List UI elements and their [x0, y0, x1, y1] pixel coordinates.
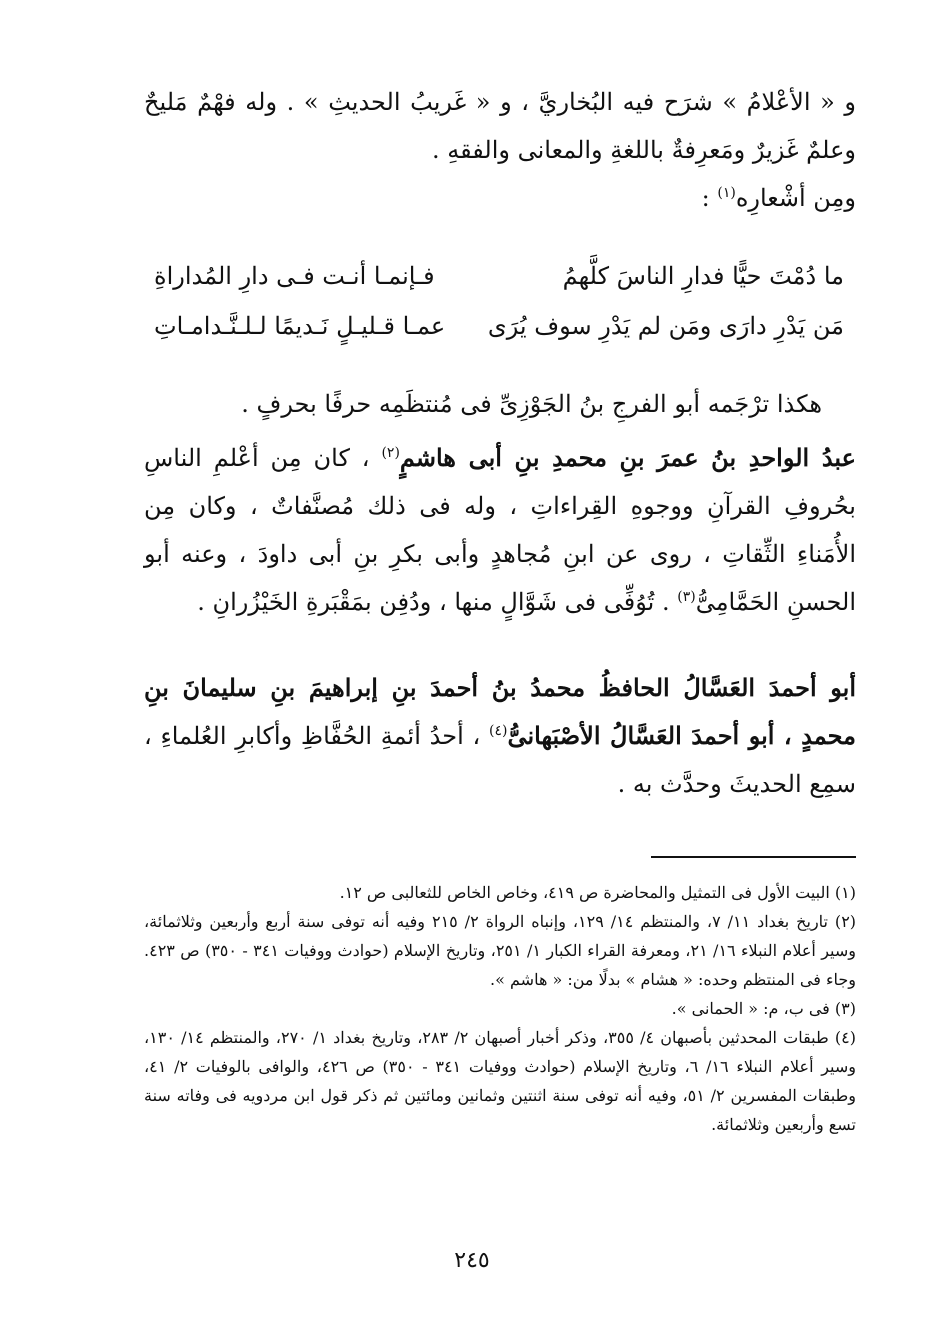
footnote-ref-2: (٢) [381, 445, 400, 461]
verse-line-2 [154, 312, 844, 362]
footnote-1: (١) البيت الأول فى التمثيل والمحاضرة ص ٤١٩، وخاص الخاص للثعالبى ص ١٢. [339, 883, 856, 902]
verse-line-2-first-hemistich: مَن يَدْرِ دارَى ومَن لم يَدْرِ سوف يُرَى [487, 312, 844, 340]
footnote-2: (٢) تاريخ بغداد ١١/ ٧، والمنتظم ١٤/ ١٢٩، وإنباه الرواة ٢/ ٢١٥ وفيه أنه توفى سنة أربع وأربعين وثلاثمائة، وسير أعلام النبلاء ١٦/ ٢١، ومعرفة القراء الكبار ١/ ٢٥١، وتاريخ الإسلام (حوادث ووفيات ٣٤١ - ٣٥٠) ص ٤٢٣. وجاء فى المنتظم وحده: « هشام » بدلًا من: « هاشم ». [144, 912, 857, 989]
footnote-ref-4: (٤) [489, 723, 508, 739]
verse-block [154, 262, 844, 362]
closing-line: هكذا ترْجَمه أبو الفرجِ بنُ الجَوْزِىِّ فى مُنتظَمِه حرفًا بحرفٍ . [241, 390, 822, 418]
paragraph-1 [144, 78, 856, 222]
biography-entry-1 [144, 434, 856, 626]
verse-line-2-second-hemistich: عمـا قـليـلٍ نَـديمًا لـلـنَّـدامـاتِ [154, 312, 446, 340]
page-number: ٢٤٥ [454, 1248, 490, 1273]
verse-intro-text: ومِن أشْعارِه [735, 184, 856, 212]
footnote-ref-1: (١) [717, 185, 736, 201]
paragraph-1-text: و « الأعْلامُ » شرَح فيه البُخاريَّ ، و « غَريبُ الحديثِ » . وله فهْمٌ مَليحٌ وعلمٌ غَزيرٌ ومَعرِفةٌ باللغةِ والمعانى والفقهِ . [144, 88, 856, 164]
entry-1-name: عبدُ الواحدِ بنُ عمرَ بنِ محمدِ بنِ أبى هاشمٍ [399, 443, 856, 472]
footnote-4: (٤) طبقات المحدثين بأصبهان ٤/ ٣٥٥، وذكر أخبار أصبهان ٢/ ٢٨٣، وتاريخ بغداد ١/ ٢٧٠، والمنتظم ١٤/ ١٣٠، وسير أعلام النبلاء ١٦/ ٦، وتاريخ الإسلام (حوادث ووفيات ٣٤١ - ٣٥٠) ص ٤٢٦، والوافى بالوفيات ٢/ ٤١، وطبقات المفسرين ٢/ ٥١، وفيه أنه توفى سنة اثنتين وثمانين ومائتين ثم ذكر قول ابن مردويه فى وفاته سنة تسع وأربعين وثلاثمائة. [144, 1028, 857, 1134]
footnotes [144, 878, 856, 1139]
entry-2-name: أبو أحمدَ العَسَّالُ الحافظُ محمدُ بنُ أحمدَ بنِ إبراهيمَ بنِ سليمانَ بنِ محمدٍ ، أبو أحمدَ العَسَّالُ الأصْبَهانىُّ [144, 673, 856, 750]
biography-entry-2 [144, 664, 856, 808]
footnote-3: (٣) فى ب، م: « الحمانى ». [671, 999, 856, 1018]
entry-2-text: ، أحدُ أئمةِ الحُفَّاظِ وأكابرِ العُلماءِ ، سمِع الحديثَ وحدَّث به . [144, 722, 856, 798]
verse-line-1 [154, 262, 844, 312]
entry-1-text-a: ، كان مِن أعْلمِ الناسِ بحُروفِ القرآنِ ووجوهِ القِراءاتِ ، وله فى ذلك مُصنَّفاتٌ ، وكان مِن الأُمَناءِ الثِّقاتِ ، روى عن ابنِ مُجاهدٍ وأبى بكرِ بنِ أبى داودَ ، وعنه أبو الحسنِ الحَمَّامِىُّ [144, 444, 856, 616]
verse-line-1-second-hemistich: فـإنمـا أنـت فـى دارِ المُداراةِ [154, 262, 435, 290]
verse-intro-colon: : [701, 184, 710, 212]
verse-line-1-first-hemistich: ما دُمْتَ حيًّا فدارِ الناسَ كلَّهمُ [562, 262, 844, 290]
verse-intro [702, 184, 856, 212]
footnote-ref-3: (٣) [677, 589, 696, 605]
footnote-divider [651, 856, 856, 858]
entry-1-text-b: . تُوُفِّى فى شَوَّالٍ منها ، ودُفِن بمَقْبَرةِ الخَيْزُرانِ . [197, 588, 678, 616]
